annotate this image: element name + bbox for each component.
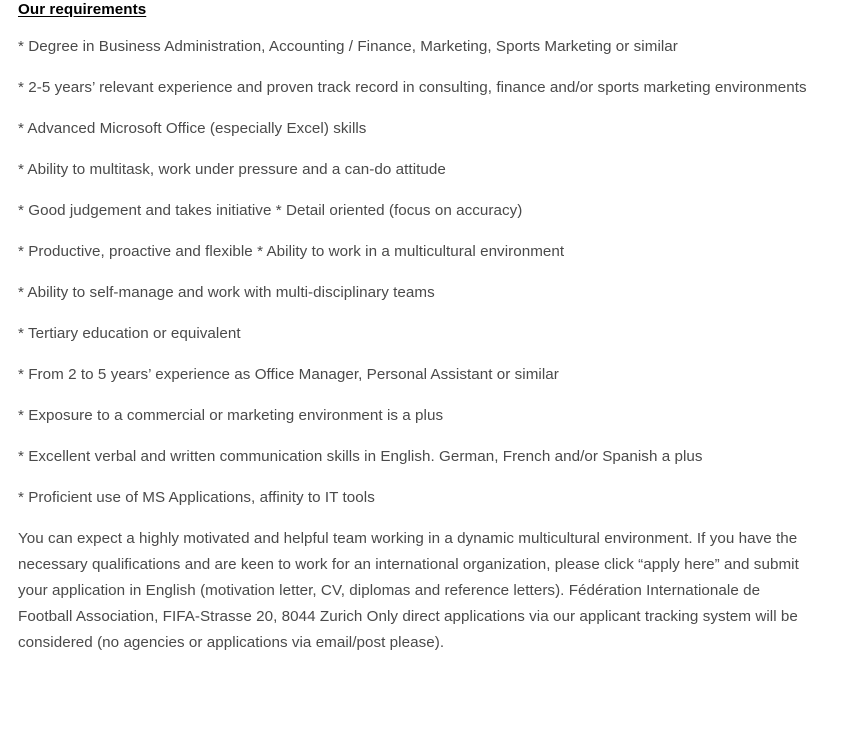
- requirement-item: * Ability to self-manage and work with multi-disciplinary teams: [18, 284, 435, 301]
- requirements-list: [18, 34, 812, 511]
- requirement-item: * Proficient use of MS Applications, affinity to IT tools: [18, 489, 375, 506]
- requirement-item: * 2-5 years’ relevant experience and proven track record in consulting, finance and/or sports marketing environments: [18, 79, 807, 96]
- requirement-item: * Good judgement and takes initiative * Detail oriented (focus on accuracy): [18, 202, 523, 219]
- requirement-item: * Ability to multitask, work under pressure and a can-do attitude: [18, 161, 446, 178]
- requirement-item: * Excellent verbal and written communication skills in English. German, French and/or Spanish a plus: [18, 448, 703, 465]
- closing-paragraph: You can expect a highly motivated and helpful team working in a dynamic multicultural environment. If you have the necessary qualifications and are keen to work for an international organization, please click “apply here” and submit your application in English (motivation letter, CV, diplomas and reference letters). Fédération Internationale de Football Association, FIFA-Strasse 20, 8044 Zurich Only direct applications via our applicant tracking system will be considered (no agencies or applications via email/post please).: [18, 530, 799, 651]
- requirement-item: * Degree in Business Administration, Accounting / Finance, Marketing, Sports Marketing or similar: [18, 38, 678, 55]
- requirement-item: * From 2 to 5 years’ experience as Office Manager, Personal Assistant or similar: [18, 366, 559, 383]
- requirement-item: * Advanced Microsoft Office (especially Excel) skills: [18, 120, 367, 137]
- section-title: Our requirements: [18, 1, 147, 18]
- requirement-item: * Exposure to a commercial or marketing environment is a plus: [18, 407, 444, 424]
- requirement-item: * Tertiary education or equivalent: [18, 325, 241, 342]
- requirement-item: * Productive, proactive and flexible * Ability to work in a multicultural environment: [18, 243, 565, 260]
